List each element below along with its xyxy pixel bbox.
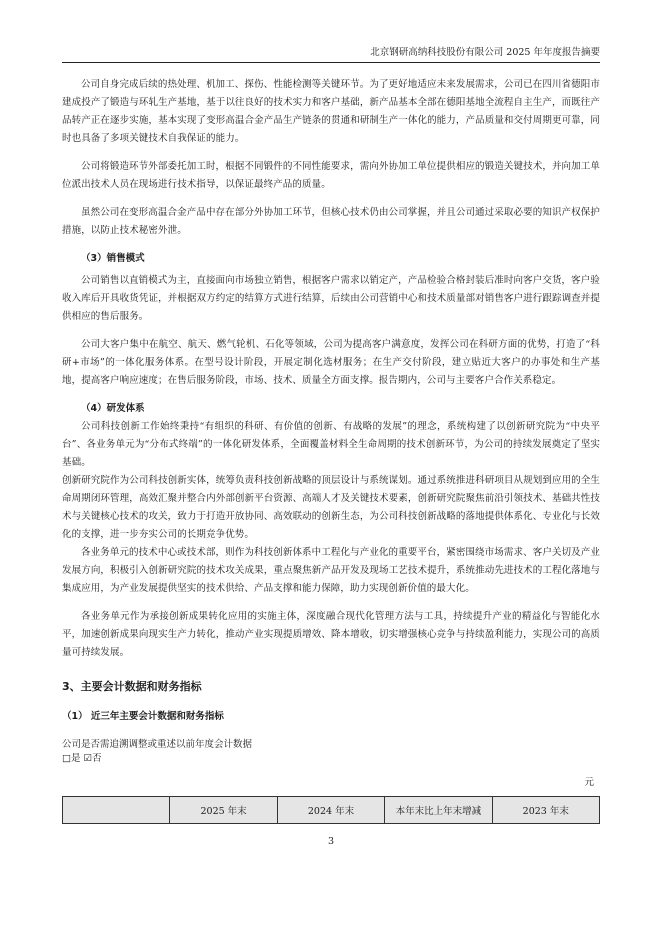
paragraph-rd-philosophy: 公司科技创新工作始终秉持“有组织的科研、有价值的创新、有战略的发展”的理念，系统构建了以创新研究院为“中央平台”、各业务单元为“分布式终端”的一体化研发体系，全面覆盖材料全生命周期的技术创新环节，为公司的持续发展奠定了坚实基础。 xyxy=(62,421,600,468)
financial-table xyxy=(62,796,600,824)
paragraph-key-customers: 公司大客户集中在航空、航天、燃气轮机、石化等领域，公司为提高客户满意度，发挥公司在科研方面的优势，打造了“科研+市场”的一体化服务体系。在型号设计阶段，开展定制化选材服务；在生产交付阶段，建立贴近大客户的办事处和生产基地，提高客户响应速度；在售后服务阶段，市场、技术、质量全方面支撑。报告期内，公司与主要客户合作关系稳定。 xyxy=(62,339,600,386)
page-number: 3 xyxy=(327,836,335,847)
sales-model-heading: （3）销售模式 xyxy=(81,253,145,264)
table-header-cell: 本年末比上年末增减 xyxy=(385,797,492,824)
paragraph-business-units: 各业务单元作为承接创新成果转化应用的实施主体，深度融合现代化管理方法与工具，持续提升产业的精益化与智能化水平，加速创新成果向现实生产力转化，推动产业实现提质增效、降本增收，切实增强核心竞争与持续盈利能力，实现公司的高质量可持续发展。 xyxy=(62,611,600,658)
adjust-question: 公司是否需追溯调整或重述以前年度会计数据 xyxy=(62,739,253,750)
section-title: 3、主要会计数据和财务指标 xyxy=(62,680,202,693)
paragraph-innovation-institute: 创新研究院作为公司科技创新实体，统筹负责科技创新战略的顶层设计与系统谋划。通过系统推进科研项目从规划到应用的全生命周期闭环管理，高效汇聚并整合内外部创新平台资源、高端人才及关键技术要素，创新研究院聚焦前沿引领技术、基础共性技术与关键核心技术的攻关，致力于打造开放协同、高效联动的创新生态，为公司科技创新战略的落地提供体系化、专业化与长效化的支撑，进一步夯实公司的长期竞争优势。 xyxy=(62,475,600,540)
paragraph-outsourcing: 公司将锻造环节外部委托加工时，根据不同锻件的不同性能要求，需向外协加工单位提供相应的锻造关键技术，并向加工单位派出技术人员在现场进行技术指导，以保证最终产品的质量。 xyxy=(62,161,600,190)
paragraph-production: 公司自身完成后续的热处理、机加工、探伤、性能检测等关键环节。为了更好地适应未来发展需求，公司已在四川省德阳市建成投产了锻造与环轧生产基地，基于以往良好的技术实力和客户基础，新产品基本全部在德阳基地全流程自主生产，而既往产品转产正在逐步实施，基本实现了变形高温合金产品生产链条的贯通和研制生产一体化的能力，产品质量和交付周期更可靠，同时也具备了多项关键技术自我保证的能力。 xyxy=(62,79,600,144)
currency-unit: 元 xyxy=(584,777,594,788)
paragraph-ip-protection: 虽然公司在变形高温合金产品中存在部分外协加工环节，但核心技术仍由公司掌握，并且公司通过采取必要的知识产权保护措施，以防止技术秘密外泄。 xyxy=(62,207,600,236)
paragraph-sales-direct: 公司销售以直销模式为主，直接面向市场独立销售，根据客户需求以销定产，产品检验合格封装后准时向客户交货，客户验收入库后开具收货凭证，并根据双方约定的结算方式进行结算，后续由公司营销中心和技术质量部对销售客户进行跟踪调查并提供相应的售后服务。 xyxy=(62,275,600,322)
subsection-title: （1） 近三年主要会计数据和财务指标 xyxy=(62,711,224,722)
paragraph-tech-centers: 各业务单元的技术中心或技术部，则作为科技创新体系中工程化与产业化的重要平台，紧密围绕市场需求、客户关切及产业发展方向，积极引入创新研究院的技术攻关成果，重点聚焦新产品开发及现场工艺技术提升，系统推动先进技术的工程化落地与集成应用，为产业发展提供坚实的技术供给、产品支撑和能力保障，助力实现创新价值的最大化。 xyxy=(62,547,600,594)
report-header: 北京钢研高纳科技股份有限公司 2025 年年度报告摘要 xyxy=(62,46,600,63)
table-header-cell: 2024 年末 xyxy=(277,797,384,824)
table-header-cell xyxy=(63,797,170,824)
table-header-row xyxy=(63,797,600,824)
page-content xyxy=(62,76,600,824)
table-header-cell: 2025 年末 xyxy=(170,797,277,824)
rd-system-heading: （4）研发体系 xyxy=(81,403,145,414)
table-header-cell: 2023 年末 xyxy=(492,797,599,824)
adjust-answer: □是 ☑否 xyxy=(62,753,102,764)
